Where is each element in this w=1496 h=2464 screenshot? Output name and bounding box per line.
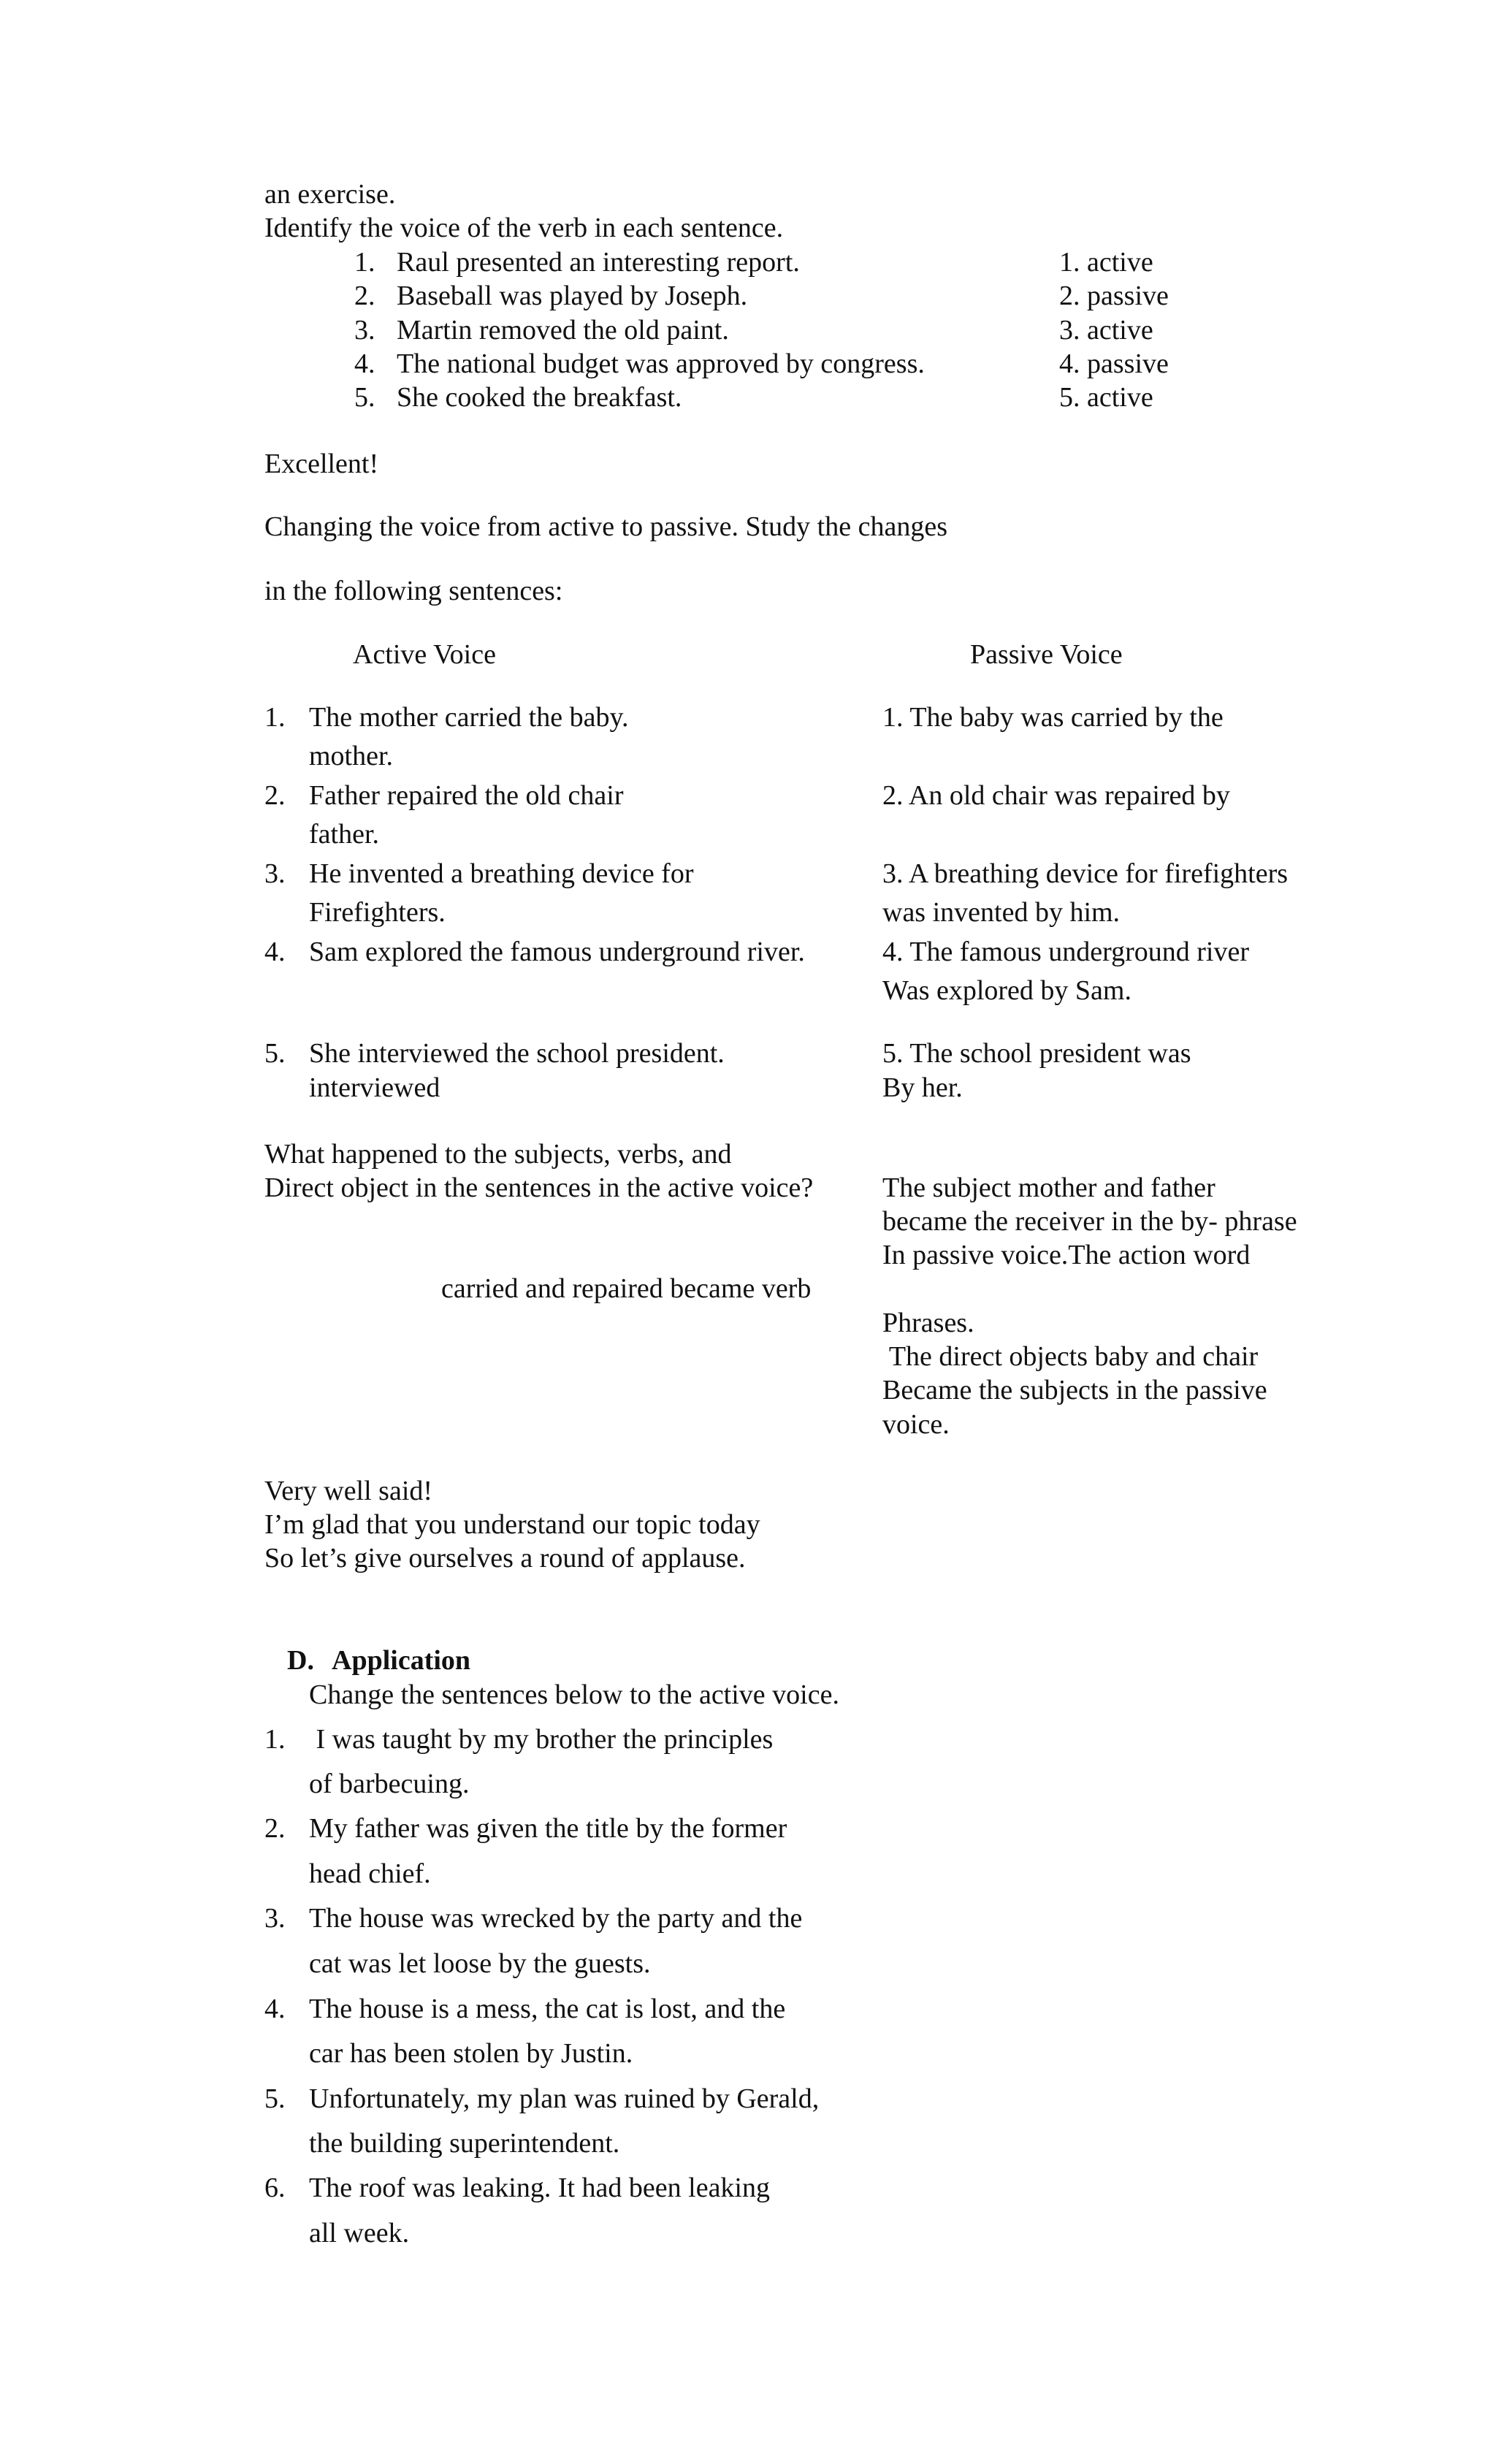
response-line: became the receiver in the by- phrase bbox=[882, 1206, 1297, 1237]
application-sentence: The house was wrecked by the party and the bbox=[309, 1903, 803, 1934]
voice-number: 4. bbox=[264, 937, 286, 967]
exercise-answer: 5. active bbox=[1059, 382, 1153, 413]
question-line-3: carried and repaired became verb bbox=[441, 1273, 812, 1304]
exercise-number: 1. bbox=[354, 247, 375, 278]
changing-line-1: Changing the voice from active to passive. Study the changes bbox=[264, 511, 947, 542]
response-line: The direct objects baby and chair bbox=[882, 1341, 1259, 1372]
application-sentence: The roof was leaking. It had been leaking bbox=[309, 2173, 770, 2203]
active-sentence: She interviewed the school president. bbox=[309, 1038, 725, 1069]
active-voice-header: Active Voice bbox=[353, 639, 496, 670]
exercise-number: 3. bbox=[354, 315, 375, 346]
response-line: Became the subjects in the passive bbox=[882, 1375, 1267, 1405]
passive-sentence-cont: was invented by him. bbox=[882, 897, 1121, 928]
exercise-sentence: She cooked the breakfast. bbox=[397, 382, 682, 413]
exercise-answer: 2. passive bbox=[1059, 281, 1169, 311]
active-sentence-cont: interviewed bbox=[309, 1072, 440, 1103]
active-sentence: He invented a breathing device for bbox=[309, 858, 694, 889]
application-sentence: I was taught by my brother the principles bbox=[309, 1724, 774, 1755]
exercise-number: 2. bbox=[354, 281, 375, 311]
voice-number: 2. bbox=[264, 780, 286, 811]
praise-excellent: Excellent! bbox=[264, 449, 379, 479]
question-line-1: What happened to the subjects, verbs, and bbox=[264, 1139, 732, 1170]
passive-sentence-cont: By her. bbox=[882, 1072, 963, 1103]
application-sentence: Unfortunately, my plan was ruined by Gerald, bbox=[309, 2083, 820, 2114]
application-number: 1. bbox=[264, 1724, 286, 1755]
exercise-sentence: Martin removed the old paint. bbox=[397, 315, 729, 346]
voice-number: 3. bbox=[264, 858, 286, 889]
response-line: In passive voice.The action word bbox=[882, 1240, 1251, 1270]
application-sentence-cont: cat was let loose by the guests. bbox=[309, 1948, 651, 1979]
passive-sentence: 1. The baby was carried by the bbox=[882, 702, 1224, 733]
passive-sentence: 5. The school president was bbox=[882, 1038, 1191, 1069]
passive-sentence: 4. The famous underground river bbox=[882, 937, 1249, 967]
intro-line-1: an exercise. bbox=[264, 179, 396, 210]
application-sentence-cont: of barbecuing. bbox=[309, 1769, 470, 1799]
exercise-answer: 1. active bbox=[1059, 247, 1153, 278]
application-sentence-cont: car has been stolen by Justin. bbox=[309, 2038, 633, 2069]
question-line-2: Direct object in the sentences in the active voice? bbox=[264, 1172, 814, 1203]
passive-sentence-cont: Was explored by Sam. bbox=[882, 975, 1131, 1006]
response-line: Phrases. bbox=[882, 1308, 974, 1338]
application-number: 2. bbox=[264, 1813, 286, 1844]
intro-line-2: Identify the voice of the verb in each sentence. bbox=[264, 213, 784, 243]
closing-line-2: I’m glad that you understand our topic today bbox=[264, 1509, 760, 1540]
changing-line-2: in the following sentences: bbox=[264, 576, 563, 606]
closing-line-1: Very well said! bbox=[264, 1476, 433, 1506]
active-sentence-cont: mother. bbox=[309, 741, 394, 771]
exercise-number: 4. bbox=[354, 348, 375, 379]
application-sentence: My father was given the title by the former bbox=[309, 1813, 787, 1844]
passive-sentence: 3. A breathing device for firefighters bbox=[882, 858, 1289, 889]
application-number: 6. bbox=[264, 2173, 286, 2203]
exercise-sentence: Raul presented an interesting report. bbox=[397, 247, 800, 278]
passive-sentence: 2. An old chair was repaired by bbox=[882, 780, 1230, 811]
exercise-sentence: Baseball was played by Joseph. bbox=[397, 281, 748, 311]
application-instruction: Change the sentences below to the active voice. bbox=[309, 1679, 839, 1710]
application-number: 3. bbox=[264, 1903, 286, 1934]
active-sentence: Sam explored the famous underground river. bbox=[309, 937, 805, 967]
active-sentence: Father repaired the old chair bbox=[309, 780, 624, 811]
application-heading-letter: D. bbox=[287, 1645, 314, 1676]
application-sentence-cont: all week. bbox=[309, 2218, 410, 2249]
exercise-sentence: The national budget was approved by congress. bbox=[397, 348, 925, 379]
passive-voice-header: Passive Voice bbox=[970, 639, 1123, 670]
exercise-answer: 3. active bbox=[1059, 315, 1153, 346]
exercise-answer: 4. passive bbox=[1059, 348, 1169, 379]
application-sentence-cont: the building superintendent. bbox=[309, 2128, 620, 2159]
exercise-number: 5. bbox=[354, 382, 375, 413]
voice-number: 1. bbox=[264, 702, 286, 733]
closing-line-3: So let’s give ourselves a round of applause. bbox=[264, 1543, 746, 1574]
voice-number: 5. bbox=[264, 1038, 286, 1069]
active-sentence-cont: Firefighters. bbox=[309, 897, 446, 928]
application-sentence: The house is a mess, the cat is lost, and the bbox=[309, 1994, 786, 2024]
active-sentence-cont: father. bbox=[309, 819, 380, 850]
active-sentence: The mother carried the baby. bbox=[309, 702, 629, 733]
application-number: 5. bbox=[264, 2083, 286, 2114]
application-sentence-cont: head chief. bbox=[309, 1858, 431, 1889]
response-line: voice. bbox=[882, 1409, 950, 1440]
application-number: 4. bbox=[264, 1994, 286, 2024]
response-line: The subject mother and father bbox=[882, 1172, 1216, 1203]
application-heading-title: Application bbox=[332, 1645, 471, 1676]
